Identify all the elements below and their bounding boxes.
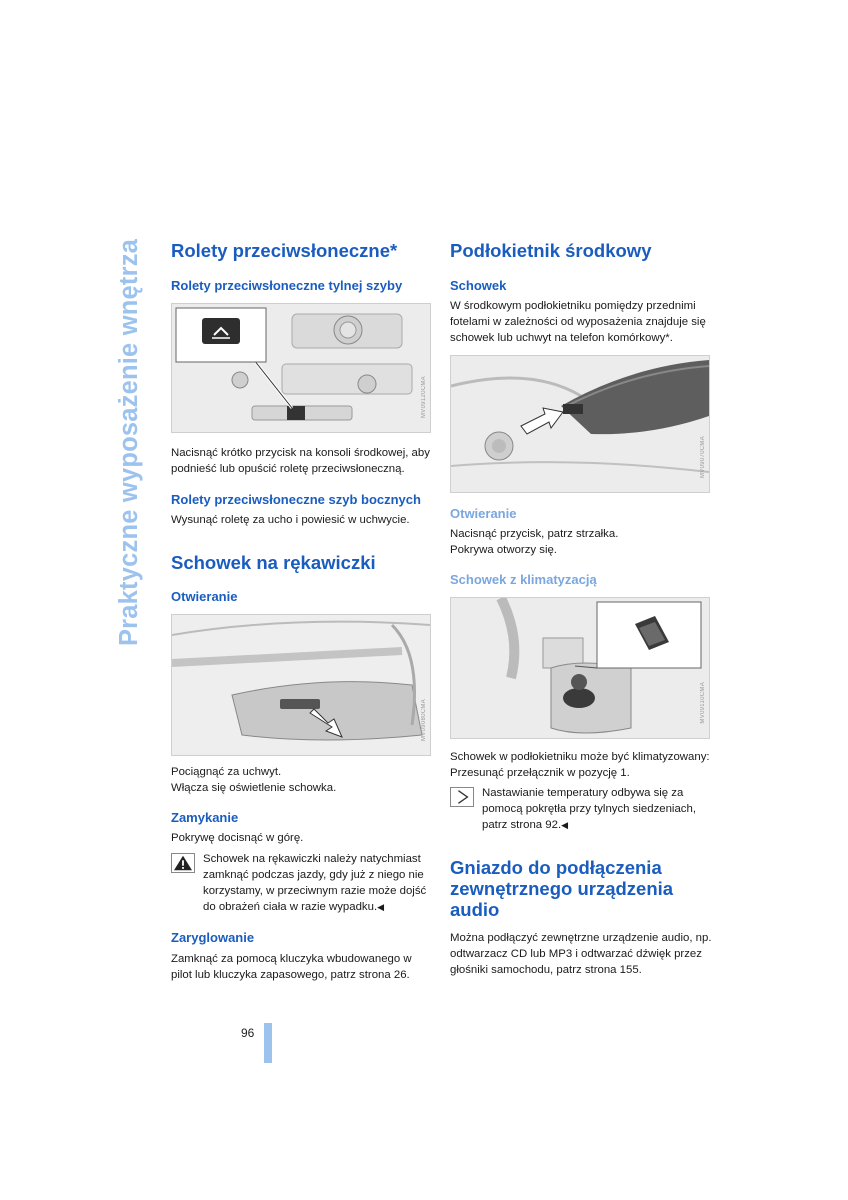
heading-zaryglowanie: Zaryglowanie xyxy=(171,930,255,945)
figure-code: MV09110CMA xyxy=(700,682,706,724)
heading-otwieranie-right: Otwieranie xyxy=(450,506,517,521)
end-mark-icon: ◀ xyxy=(561,820,569,830)
paragraph-rolety-boczne: Wysunąć roletę za ucho i powiesić w uchwycie. xyxy=(171,514,410,526)
heading-otwieranie: Otwieranie xyxy=(171,589,238,604)
warning-note xyxy=(171,851,433,915)
heading-schowek: Schowek xyxy=(450,278,507,293)
heading-rolety-boczne: Rolety przeciwsłoneczne szyb bocznych xyxy=(171,492,421,507)
sidebar-chapter-title xyxy=(112,236,148,648)
console-illustration xyxy=(172,304,430,432)
figure-code: MV09120CMA xyxy=(421,375,427,418)
page-marker-bar xyxy=(264,1023,272,1063)
heading-zamykanie: Zamykanie xyxy=(171,810,239,825)
warning-text: Schowek na rękawiczki należy natychmiast zamknąć podczas jazdy, gdy już z niego nie korzystamy, w przeciwnym razie może dojść do obrażeń ciała w razie wypadku. xyxy=(203,853,427,913)
figure-rear-blind-button xyxy=(171,303,431,433)
figure-code: MV09080CMA xyxy=(421,698,427,741)
right-column xyxy=(450,236,712,978)
note-arrow-icon xyxy=(450,787,474,807)
heading-gniazdo: Gniazdo do podłączenia zewnętrznego urządzenia audio xyxy=(450,857,674,920)
heading-schowek-rekawiczki: Schowek na rękawiczki xyxy=(171,552,376,573)
paragraph-otwieranie-2: Włącza się oświetlenie schowka. xyxy=(171,782,337,794)
heading-podlokietnik: Podłokietnik środkowy xyxy=(450,240,652,261)
figure-armrest xyxy=(450,355,710,493)
paragraph-otwieranie-1: Pociągnąć za uchwyt. xyxy=(171,766,282,778)
sidebar-title-text: Praktyczne wyposażenie wnętrza xyxy=(115,238,144,646)
paragraph-zaryglowanie: Zamknąć za pomocą kluczyka wbudowanego w pilot lub kluczyka zapasowego, patrz strona 26. xyxy=(171,953,412,981)
paragraph-schowek: W środkowym podłokietniku pomiędzy przednimi fotelami w zależności od wyposażenia znajduje się schowek lub uchwyt na telefon komórkowy*. xyxy=(450,300,706,344)
figure-climate-box xyxy=(450,597,710,739)
end-mark-icon: ◀ xyxy=(377,902,385,912)
paragraph-otwieranie-right-1: Nacisnąć przycisk, patrz strzałka. xyxy=(450,528,619,540)
paragraph-zamykanie: Pokrywę docisnąć w górę. xyxy=(171,832,304,844)
note-text: Nastawianie temperatury odbywa się za pomocą pokrętła przy tylnych siedzeniach, patrz strona 92. xyxy=(482,787,696,831)
paragraph-klimatyzacja: Schowek w podłokietniku może być klimatyzowany: Przesunąć przełącznik w pozycję 1. xyxy=(450,751,710,779)
figure-glovebox xyxy=(171,614,431,756)
warning-icon xyxy=(171,853,195,873)
paragraph-gniazdo: Można podłączyć zewnętrzne urządzenie audio, np. odtwarzacz CD lub MP3 i odtwarzać dźwięk przez głośniki samochodu, patrz strona 155. xyxy=(450,932,712,976)
heading-rolety-tylna: Rolety przeciwsłoneczne tylnej szyby xyxy=(171,278,403,293)
climate-box-illustration xyxy=(451,598,709,738)
glovebox-illustration xyxy=(172,615,430,755)
info-note xyxy=(450,785,712,833)
heading-rolety: Rolety przeciwsłoneczne* xyxy=(171,240,398,261)
heading-klimatyzacja: Schowek z klimatyzacją xyxy=(450,572,597,587)
page-number: 96 xyxy=(241,1026,255,1040)
left-column xyxy=(171,236,433,983)
paragraph-rolety-tylna: Nacisnąć krótko przycisk na konsoli środkowej, aby podnieść lub opuścić roletę przeciwsłoneczną. xyxy=(171,447,430,475)
paragraph-otwieranie-right-2: Pokrywa otworzy się. xyxy=(450,544,557,556)
figure-code: MV09070CMA xyxy=(700,435,706,478)
armrest-illustration xyxy=(451,356,709,492)
